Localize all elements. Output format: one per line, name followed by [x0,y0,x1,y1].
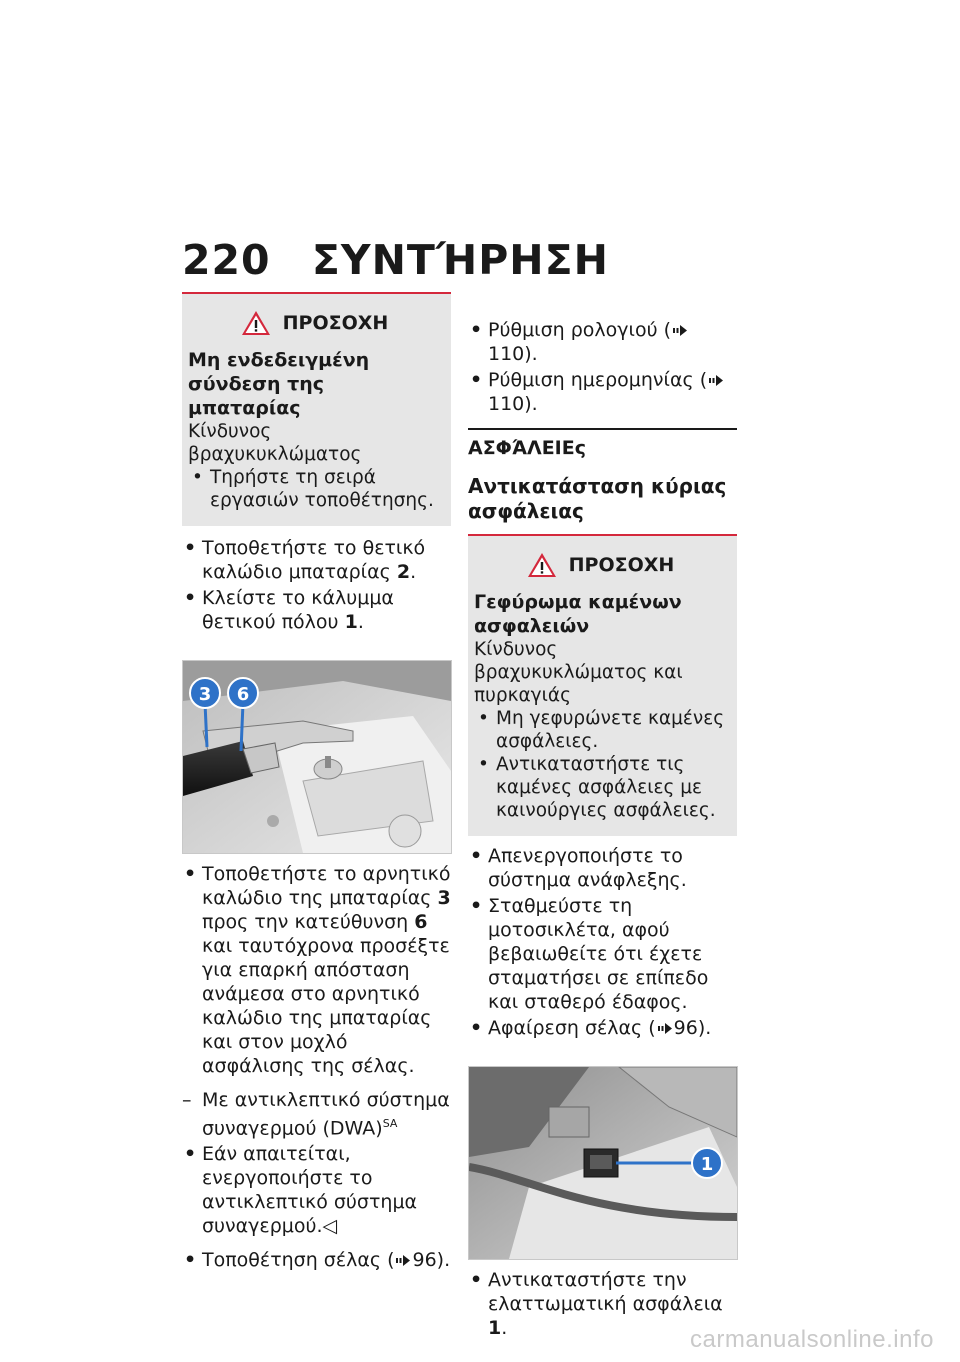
page-ref[interactable]: 96 [673,1017,698,1039]
page-ref-arrow-icon [709,375,723,386]
warning-box-battery [182,292,451,526]
ref-number: 1 [488,1317,502,1339]
warning-label: ΠΡΟΣΟΧΗ [568,553,675,576]
right-column [468,316,737,1340]
warning-label: ΠΡΟΣΟΧΗ [282,311,389,334]
step-item: • Αφαίρεση σέλας ( 96). [470,1017,712,1039]
warning-header [188,310,441,336]
main-fuse-photo [468,1066,738,1260]
watermark: carmanualsonline.info [690,1326,934,1353]
chapter-title: ΣΥΝΤΉΡΗΣΗ [311,236,609,284]
left-column [182,292,451,1272]
page-ref-arrow-icon [658,1023,672,1034]
step-item: • Σταθμεύστε τη μοτοσικλέτα, αφού βεβαιωθείτε ότι έχετε σταματήσει σε επίπεδο και σταθερό έδαφος. [470,895,709,1013]
warning-bullet: • Τηρήστε τη σειρά εργασιών τοποθέτησης. [188,466,441,512]
page-number: 220 [182,236,271,284]
ref-number: 1 [344,611,358,633]
battery-terminal-photo [182,660,452,854]
section-header [468,428,737,460]
step-item: • Εάν απαιτείται, ενεργοποιήστε το αντικλεπτικό σύστημα συναγερμού.◁ [184,1143,418,1238]
page-ref[interactable]: 110 [488,343,525,365]
svg-text:3: 3 [198,684,212,705]
step-item: • Ρύθμιση ρολογιού (110). [468,318,737,366]
step-item: • Τοποθετήστε το θετικό καλώδιο μπαταρίας 2. [184,537,426,583]
step-item: • Κλείστε το κάλυμμα θετικού πόλου 1. [184,587,394,633]
step-item: • Αντικαταστήστε την ελαττωματική ασφάλεια 1. [470,1269,723,1339]
step-item: • Ρύθμιση ημερομηνίας (110). [468,368,737,416]
battery-terminal-illustration [183,661,451,853]
step-item: • Τοποθέτηση σέλας ( 96). [184,1249,451,1272]
svg-text:6: 6 [236,684,250,705]
step-item: • Απενεργοποιήστε το σύστημα ανάφλεξης. [470,845,687,891]
svg-text:1: 1 [700,1154,714,1175]
section-title: ΑΣΦΆΛΕΙΕς [468,437,586,459]
warning-box-fuse [468,534,737,836]
step-item: • Τοποθετήστε το αρνητικό καλώδιο της μπαταρίας 3 προς την κατεύθυνση 6 και ταυτόχρονα προσέξτε για επαρκή απόσταση ανάμεσα στο αρνητικό καλώδιο της μπαταρίας και στον μοχλό ασφάλισης της σέλας. [184,863,451,1077]
warning-title: Γεφύρωμα καμένων ασφαλειών [474,591,682,637]
warning-header [474,552,727,578]
condition-item: – Με αντικλεπτικό σύστημα συναγερμού (DWA)$^{SA}$ [182,1089,450,1140]
warning-subtitle: Κίνδυνος βραχυκυκλώματος και πυρκαγιάς [474,639,683,706]
warning-triangle-icon [241,310,271,336]
warning-triangle-icon [527,552,557,578]
warning-title: Μη ενδεδειγμένη σύνδεση της μπαταρίας [188,349,370,419]
ref-number: 2 [396,561,411,583]
end-marker: ◁ [322,1215,338,1238]
warning-subtitle: Κίνδυνος βραχυκυκλώματος [188,421,362,465]
page-ref-arrow-icon [673,325,687,336]
warning-bullet: • Μη γεφυρώνετε καμένες ασφάλειες. [474,707,727,753]
main-fuse-illustration [469,1067,737,1259]
subsection-title: Αντικατάσταση κύριας ασφάλειας [468,474,727,523]
warning-bullet: • Αντικαταστήστε τις καμένες ασφάλειες με καινούργιες ασφάλειες. [474,753,727,822]
page-ref-arrow-icon [396,1255,410,1266]
page-ref[interactable]: 96 [412,1249,437,1272]
page-header [182,236,609,284]
page-ref[interactable]: 110 [488,393,525,415]
